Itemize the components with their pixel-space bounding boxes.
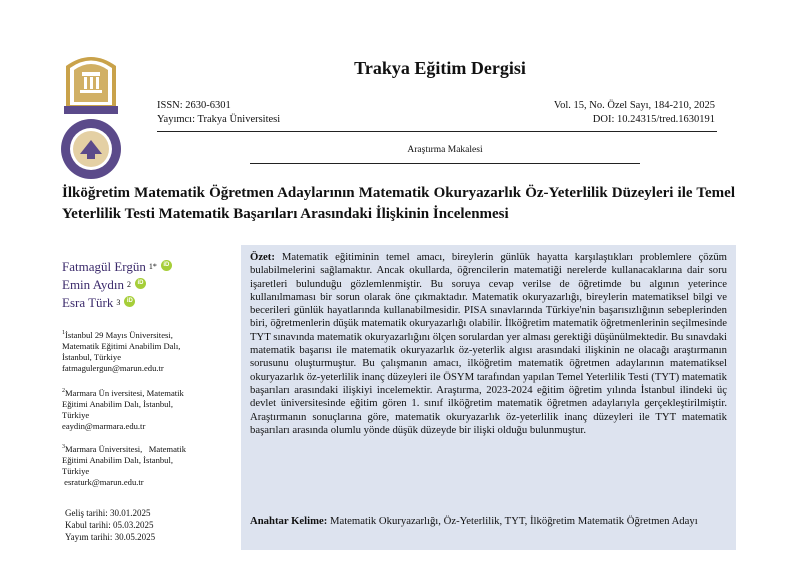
publisher: Yayımcı: Trakya Üniversitesi xyxy=(157,114,281,125)
published-date: Yayım tarihi: 30.05.2025 xyxy=(65,531,156,542)
affiliation-email[interactable]: esraturk@marun.edu.tr xyxy=(62,477,144,488)
keywords-label: Anahtar Kelime: xyxy=(250,515,328,527)
affiliation-line: Türkiye xyxy=(62,466,90,477)
journal-title: Trakya Eğitim Dergisi xyxy=(354,58,526,78)
accepted-date: Kabul tarihi: 05.03.2025 xyxy=(65,519,154,530)
affiliation-email[interactable]: eaydin@marmara.edu.tr xyxy=(62,421,146,432)
affiliation xyxy=(62,442,232,489)
abstract-text: Matematik eğitiminin temel amacı, bireylerin günlük hayatta karşılaştıkları problemlere çözüm bulabilmelerini sağlamaktır. Ancak okullarda, öğrencilerin matematiği nerelerde kullanacaklarına dair soru işaretleri bulunduğu gözlemlenmiştir. Bu soruya cevap verilse de öğretimde bu algının yeterince kullanılmaması bir sorun olarak öne çıkmaktadır. Matematik okuryazarlığı, bireylerin matematiksel bilgi ve becerileri günlük hayatlarında kullanabilmesidir. PISA sınavlarında Türkiye'nin başarısızlığının sebeplerinden biri, öğretmenlerin düşük matematik okuryazarlığı olabilir. İlköğretim matematik öğretmenlerinin seçilmesinde TYT sınavında matematik okuryazarlığını ölçen sorulardan yer alması gerektiği düşünülmektedir. Bu sınavdaki matematik başarısı ile matematik okuryazarlık öz-yeterlik algısı arasındaki ilişkinin ne olacağı araştırmanın sorusunu oluşturmuştur. Bu çalışmanın amacı, ilköğretim matematik öğretmen adaylarının matematiksel okuryazarlık öz-yeterlilik inanç düzeyleri ile ÖSYM tarafından yapılan Temel Yeterlilik Testi (TYT) matematik başarıları arasındaki ilişkiyi incelemektir. Araştırma, 2023-2024 eğitim öğretim yılında İstanbul ilindeki üç devlet üniversitesinde eğitim gören 1. sınıf ilköğretim matematik öğretmen adaylarıyla gerçekleştirilmiştir. Araştırmanın sonuçlarına göre, matematik okuryazarlık öz-yeterlilik inanç düzeyleri ile TYT matematik başarıları arasında olumlu yönde düşük düzeyde bir ilişki olduğu bulunmuştur. xyxy=(250,251,727,436)
affiliation-line: Matematik Eğitimi Anabilim Dalı, xyxy=(62,341,181,352)
paper-title: İlköğretim Matematik Öğretmen Adaylarının Matematik Okuryazarlık Öz-Yeterlilik Düzeyleri ile Temel Yeterlilik Testi Matematik Başarıları Arasındaki İlişkinin İncelenmesi xyxy=(62,185,735,222)
doi: DOI: 10.24315/tred.1630191 xyxy=(592,114,715,125)
article-dates xyxy=(65,508,155,543)
tred-journal-logo xyxy=(60,118,122,180)
author-list xyxy=(62,258,172,312)
affiliation-email[interactable]: fatmagulergun@marun.edu.tr xyxy=(62,363,164,374)
abstract xyxy=(250,251,727,437)
affiliation-sup: 1 xyxy=(62,330,65,336)
orcid-icon[interactable]: iD xyxy=(135,278,146,289)
affiliation-line: $^1$İstanbul 29 Mayıs Üniversitesi, xyxy=(62,329,173,340)
keywords xyxy=(250,515,727,528)
abstract-label: Özet: xyxy=(250,251,275,263)
orcid-icon[interactable]: iD xyxy=(161,260,172,271)
author-sup: 1* xyxy=(148,262,157,271)
affiliation-sup: 3 xyxy=(62,444,65,450)
article-type: Araştırma Makalesi xyxy=(407,145,483,155)
trakya-university-logo xyxy=(60,48,122,116)
author xyxy=(62,294,172,312)
keywords-text: Matematik Okuryazarlığı, Öz-Yeterlilik, TYT, İlköğretim Matematik Öğretmen Adayı xyxy=(329,515,698,527)
affiliation xyxy=(62,386,232,433)
affiliation-line: $^2$Marmara Ün iversitesi, Matematik xyxy=(62,387,184,398)
affiliation-line: İstanbul, Türkiye xyxy=(62,352,122,363)
author-sup: 2 xyxy=(127,280,132,289)
header-rule xyxy=(157,131,717,132)
affiliation xyxy=(62,328,232,375)
volume-info: Vol. 15, No. Özel Sayı, 184-210, 2025 xyxy=(553,100,715,111)
author-name: Esra Türk xyxy=(62,295,114,310)
affiliation-line: Türkiye xyxy=(62,410,90,421)
affiliation-line: Eğitimi Anabilim Dalı, İstanbul, xyxy=(62,455,173,466)
received-date: Geliş tarihi: 30.01.2025 xyxy=(65,508,151,518)
author-sup: 3 xyxy=(116,298,121,307)
author-name: Fatmagül Ergün xyxy=(62,259,146,274)
author-name: Emin Aydın xyxy=(62,277,125,292)
affiliation-line: $^3$Marmara Üniversitesi, Matematik xyxy=(62,443,186,454)
author xyxy=(62,258,172,276)
journal-meta-left xyxy=(157,99,280,127)
journal-meta-right xyxy=(554,99,715,127)
article-type-rule xyxy=(250,163,640,164)
affiliation-sup: 2 xyxy=(62,388,65,394)
affiliation-line: Eğitimi Anabilim Dalı, İstanbul, xyxy=(62,399,173,410)
author xyxy=(62,276,172,294)
issn: ISSN: 2630-6301 xyxy=(157,100,231,111)
orcid-icon[interactable]: iD xyxy=(124,296,135,307)
